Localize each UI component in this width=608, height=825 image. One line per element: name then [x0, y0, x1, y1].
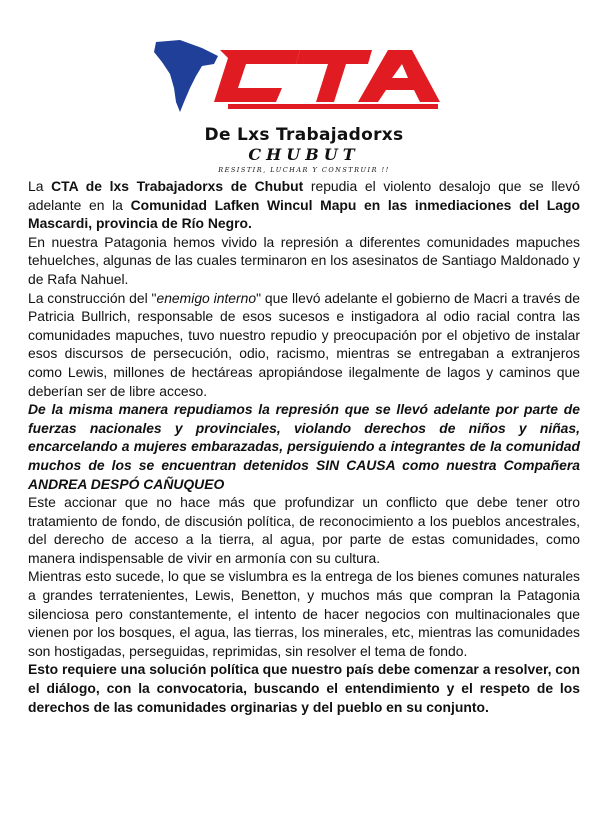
paragraph-4: De la misma manera repudiamos la represión que se llevó adelante por parte de fuerzas nacionales y provinciales, violando derechos de niños y niñas, encarcelando a mujeres embarazadas, persiguiendo a integrantes de la comunidad muchos de los se encuentran detenidos SIN CAUSA como nuestra Compañera ANDREA DESPÓ CAÑUQUEO [28, 401, 580, 492]
p3-text-a: La construcción del " [28, 289, 157, 306]
paragraph-5: Este accionar que no hace más que profundizar un conflicto que debe tener otro tratamiento de fondo, de discusión política, de reconocimiento a los pueblos ancestrales, del derecho de acceso a la tierra, al agua, por parte de estas comunidades, como manera indispensable de vivir en armonía con su cultura. [28, 494, 580, 566]
cta-logo [150, 36, 450, 116]
logo-text: CTA [150, 36, 152, 37]
p1-community-name: Comunidad Lafken Wincul Mapu en las inmediaciones del Lago Mascardi, provincia de Río Negro. [28, 196, 580, 232]
statement-body [28, 177, 580, 716]
org-region: CHUBUT [248, 145, 360, 164]
paragraph-1 [28, 177, 580, 233]
cta-letters [214, 50, 440, 102]
logo-underline [228, 104, 438, 109]
p1-text-c: repudia el violento desalojo que se llevó adelante en la [28, 178, 580, 213]
p3-enemigo-interno: enemigo interno [156, 289, 257, 306]
slogan: RESISTIR, LUCHAR Y CONSTRUIR !! [218, 166, 390, 174]
p3-text-c: " que llevó adelante el gobierno de Macri a través de Patricia Bullrich, responsable de esos sucesos e instigadora al odio racial contra las comunidades mapuches, tuvo nuestro repudio y preocupación por el objetivo de instalar esos discursos de persecución, odio, racismo, mientras se entregaban a extranjeros como Lewis, millones de hectáreas apropiándose ilegalmente de lagos y caminos que deberían ser de libre acceso. [28, 289, 580, 399]
paragraph-2: En nuestra Patagonia hemos vivido la represión a diferentes comunidades mapuches tehuelches, algunas de las cuales terminaron en los asesinatos de Santiago Maldonado y de Rafa Nahuel. [28, 233, 580, 287]
org-title: De Lxs Trabajadorxs [204, 125, 404, 145]
paragraph-7: Esto requiere una solución política que nuestro país debe comenzar a resolver, con el diálogo, con la convocatoria, buscando el entendimiento y el respeto de los derechos de las comunidades orginarias y del pueblo en su conjunto. [28, 661, 580, 715]
paragraph-6: Mientras esto sucede, lo que se vislumbra es la entrega de los bienes comunes naturales a grandes terratenientes, Lewis, Benetton, y muchos más que compran la Patagonia silenciosa pero constantemente, el intento de hacer negocios con multinacionales que vienen por los bosques, el agua, las tierras, los minerales, etc, mientras las comunidades son hostigadas, perseguidas, reprimidas, sin resolver el tema de fondo. [28, 568, 580, 659]
south-america-map-icon [154, 40, 218, 112]
p1-org-name: CTA de lxs Trabajadorxs de Chubut [51, 178, 304, 194]
p1-text-a: La [28, 178, 52, 194]
paragraph-3 [28, 289, 580, 401]
